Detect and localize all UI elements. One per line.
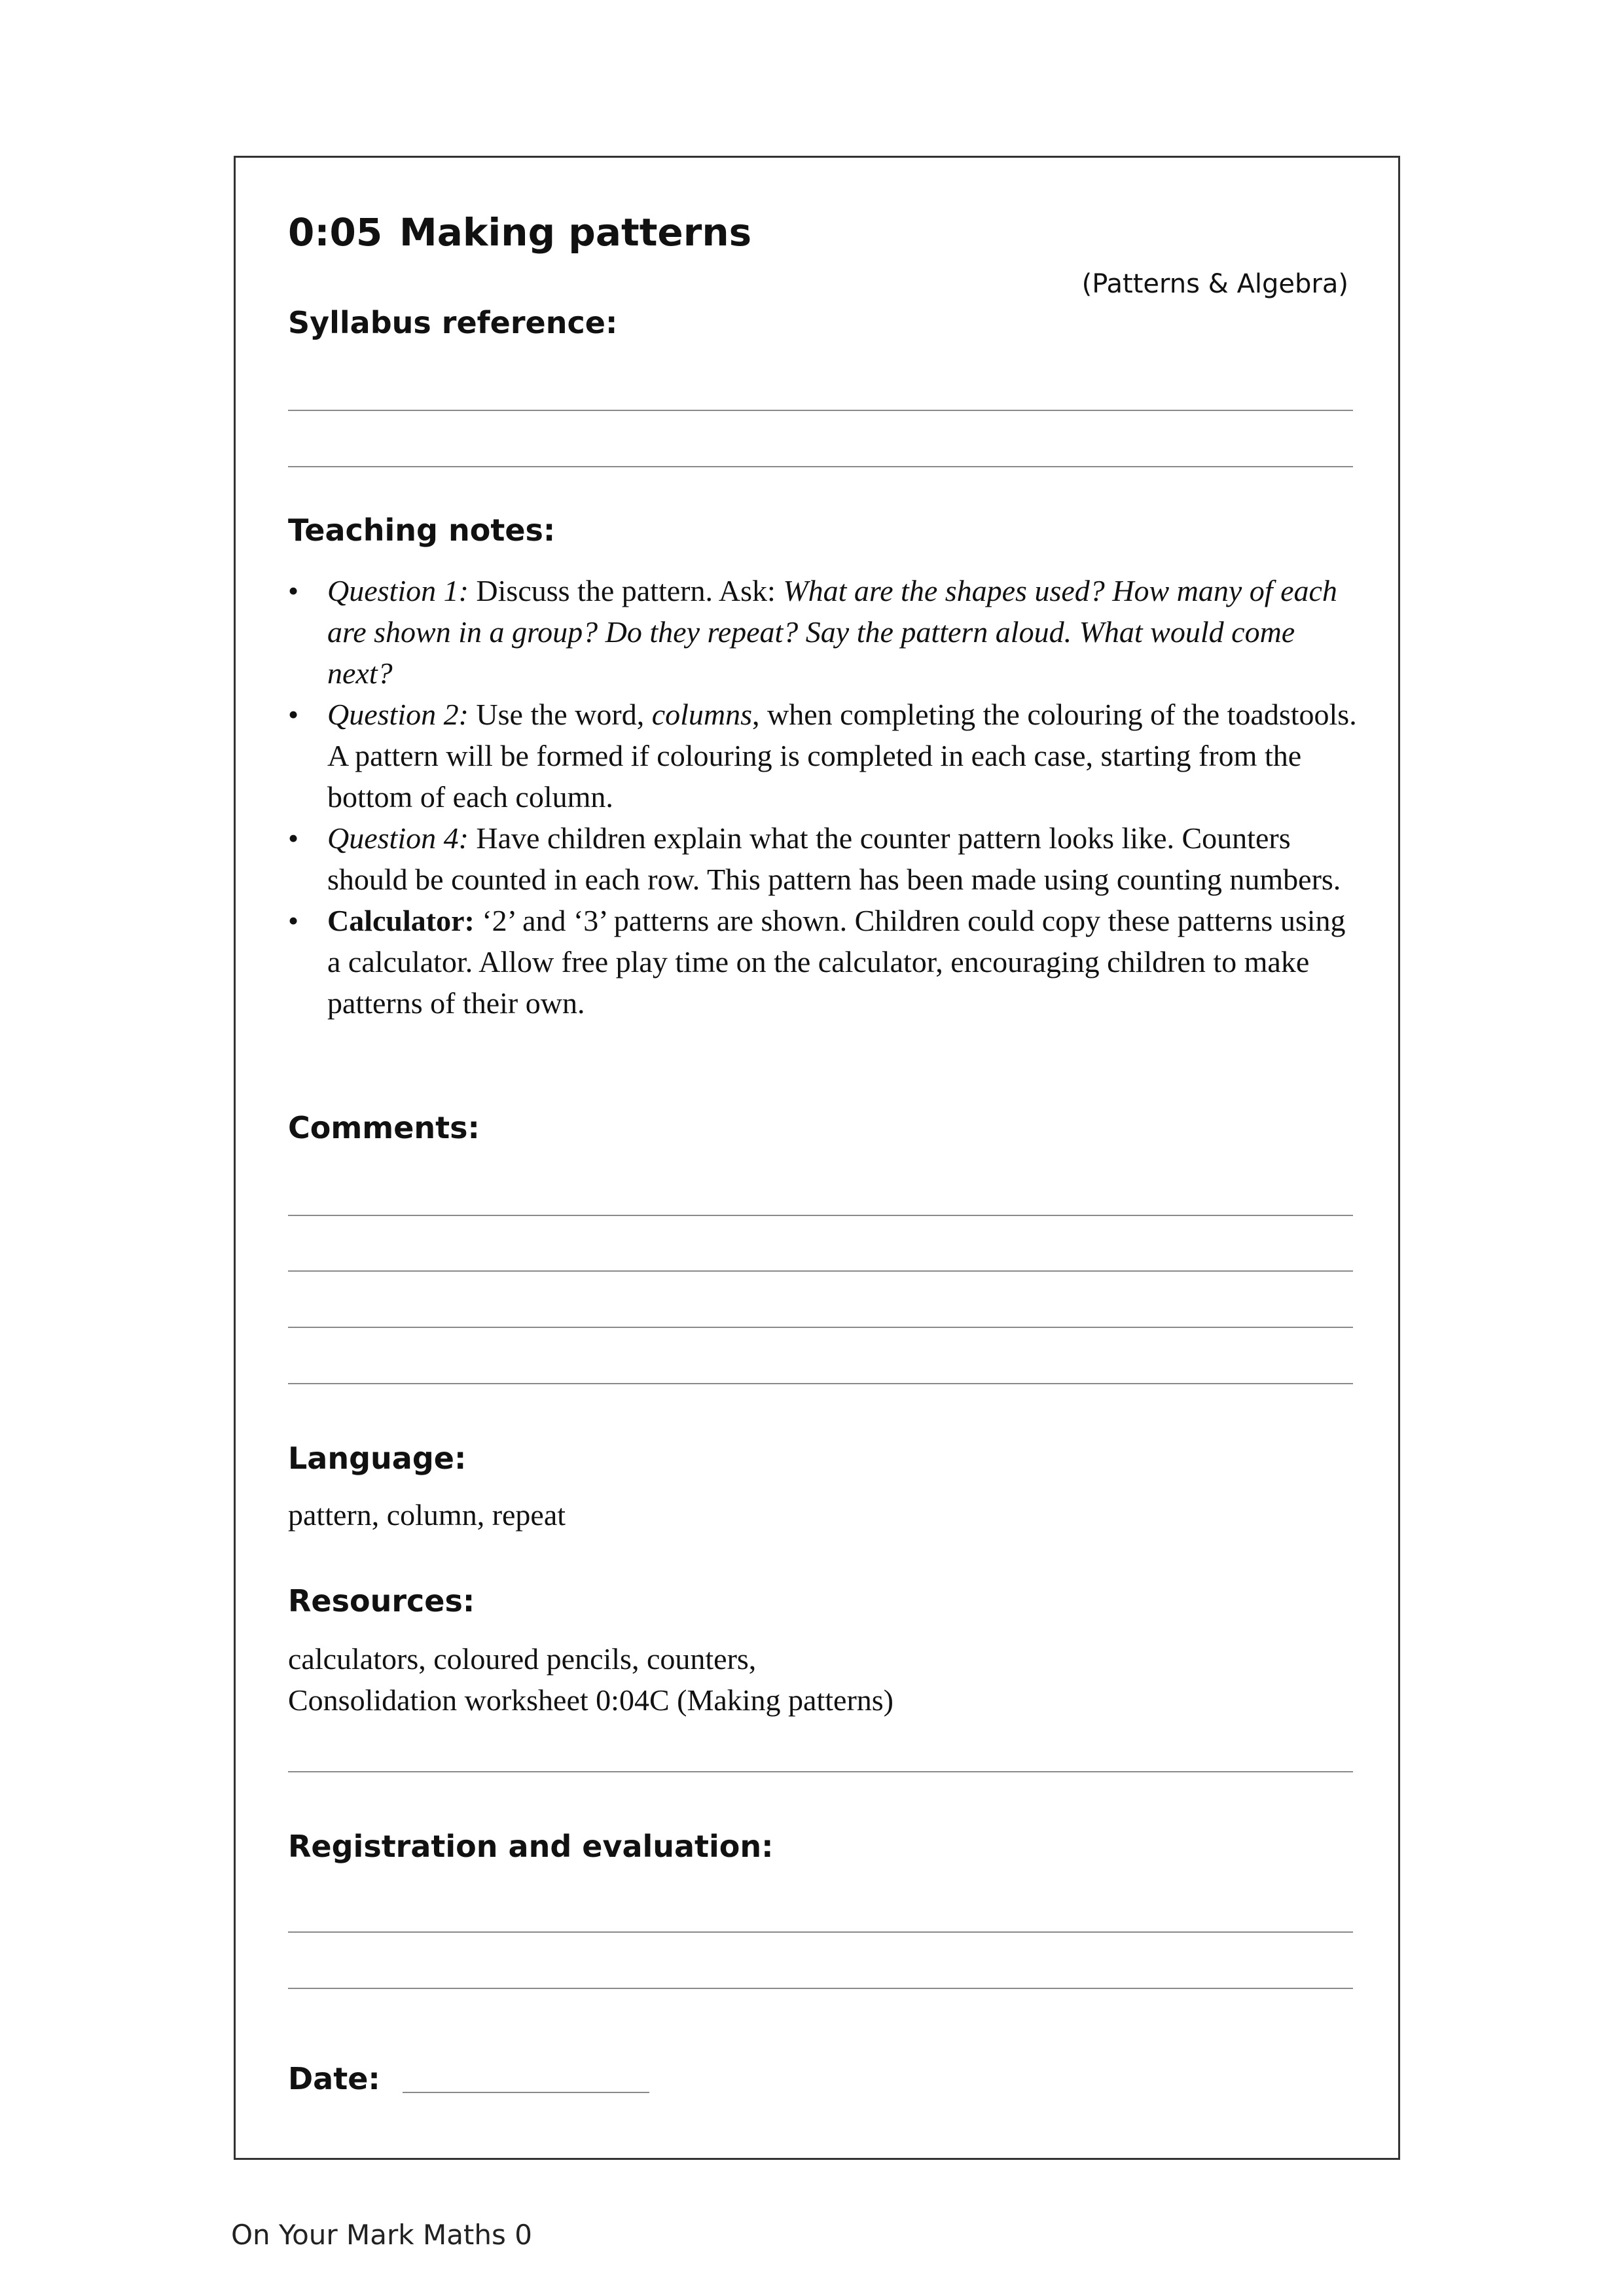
note-lead: Calculator: — [327, 904, 475, 937]
strand-label: (Patterns & Algebra) — [1081, 269, 1348, 299]
note-text: Have children explain what the counter pattern looks like. Counters should be counted in each row. This pattern has been made using counting numbers. — [327, 821, 1341, 896]
lesson-title: Making patterns — [399, 210, 752, 255]
resources-line-rule — [288, 1771, 1353, 1772]
resources-line-2: Consolidation worksheet 0:04C (Making patterns) — [288, 1683, 893, 1717]
syllabus-line-1 — [288, 410, 1353, 411]
teaching-note-item — [288, 694, 1362, 817]
note-text: Discuss the pattern. Ask: — [468, 574, 784, 607]
lesson-number: 0:05 — [288, 210, 383, 255]
resources-label: Resources: — [288, 1583, 475, 1619]
bullet-icon: • — [288, 574, 299, 607]
page-footer: On Your Mark Maths 0 — [231, 2219, 532, 2251]
teaching-note-item — [288, 570, 1362, 694]
bullet-icon: • — [288, 904, 299, 937]
note-text: , when completing the colouring of the toadstools. A pattern will be formed if colouring is completed in each case, starting from the bottom of each column. — [327, 698, 1357, 814]
teaching-note-item — [288, 900, 1362, 1024]
date-label: Date: — [288, 2061, 380, 2096]
registration-line-1 — [288, 1931, 1353, 1933]
comments-label: Comments: — [288, 1110, 480, 1145]
comments-line-1 — [288, 1215, 1353, 1216]
note-text: ‘2’ and ‘3’ patterns are shown. Children could copy these patterns using a calculator. Allow free play time on the calculator, encouraging children to make patterns of their own. — [327, 904, 1346, 1020]
teaching-notes-list — [288, 570, 1362, 1024]
lesson-notes-sheet — [234, 156, 1400, 2160]
syllabus-line-2 — [288, 466, 1353, 467]
language-text: pattern, column, repeat — [288, 1498, 566, 1532]
note-text: Use the word, — [468, 698, 652, 731]
bullet-icon: • — [288, 698, 299, 731]
note-lead: Question 2: — [327, 698, 469, 731]
language-label: Language: — [288, 1441, 467, 1476]
bullet-icon: • — [288, 821, 299, 855]
date-line — [403, 2092, 649, 2093]
note-lead: Question 1: — [327, 574, 469, 607]
resources-line-1: calculators, coloured pencils, counters, — [288, 1642, 757, 1676]
comments-line-4 — [288, 1383, 1353, 1384]
syllabus-reference-label: Syllabus reference: — [288, 305, 618, 340]
note-lead: Question 4: — [327, 821, 469, 855]
note-question-text: What are the shapes used? How many of each are shown in a group? Do they repeat? Say the pattern aloud. What would come next? — [327, 574, 1337, 690]
note-emphasis: columns — [651, 698, 753, 731]
registration-evaluation-label: Registration and evaluation: — [288, 1829, 774, 1864]
teaching-note-item — [288, 817, 1362, 900]
registration-line-2 — [288, 1988, 1353, 1989]
teaching-notes-label: Teaching notes: — [288, 512, 556, 548]
comments-line-2 — [288, 1270, 1353, 1272]
comments-line-3 — [288, 1327, 1353, 1328]
